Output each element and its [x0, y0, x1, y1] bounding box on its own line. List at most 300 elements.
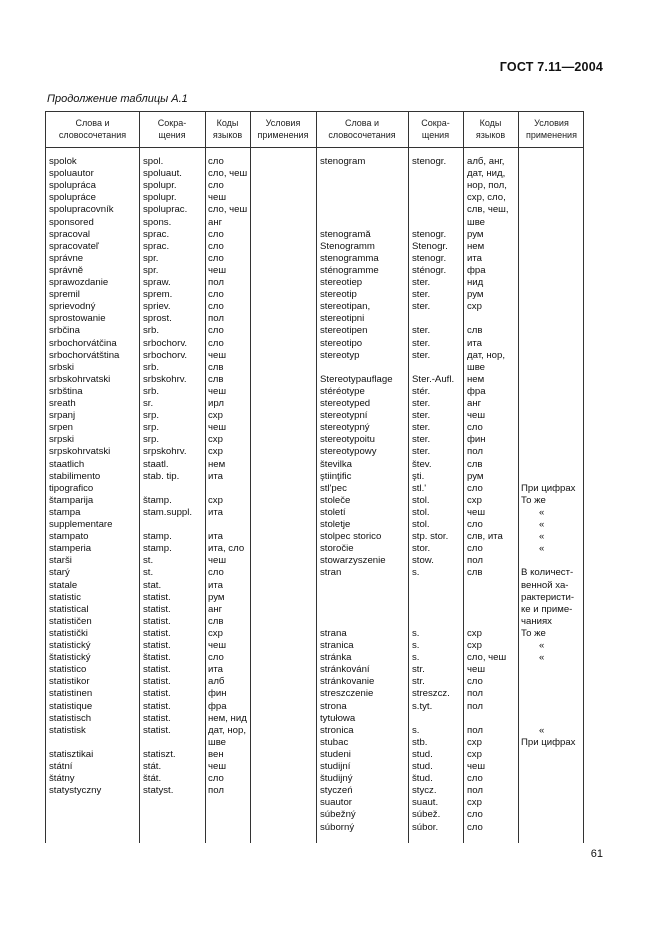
left-lang-code-cell: сло [208, 567, 224, 579]
left-lang-code-cell: нем, нид [208, 712, 247, 724]
right-lang-code-cell: рум [467, 470, 484, 482]
right-word-cell: stereotyp [320, 349, 360, 361]
left-abbr-cell: statist. [143, 640, 171, 651]
right-word-cell: studeni [320, 748, 351, 760]
right-word-cell: stereotyped [320, 398, 371, 409]
left-abbr-cell: statyst. [143, 785, 174, 797]
left-lang-code-cell: сло [208, 180, 224, 192]
right-abbr-cell: Ster.-Aufl. [412, 373, 455, 385]
left-abbr-cell: sprost. [143, 313, 172, 325]
left-word-cell: stamperia [49, 543, 92, 555]
left-abbr-cell: statist. [143, 700, 171, 712]
left-word-cell: spolok [49, 156, 77, 167]
left-word-cell: statistisk [49, 724, 86, 736]
right-lang-code-cell: ита [467, 337, 482, 349]
left-abbr-cell: štatist. [143, 652, 171, 664]
left-lang-code-cell: сло [208, 337, 224, 349]
right-condition-cell: « [539, 640, 545, 651]
header-conditions-right: Условия применения [526, 118, 577, 140]
left-word-cell: sprawozdanie [49, 277, 109, 288]
right-word-cell: stereotip [320, 289, 357, 301]
left-abbr-cell: statiszt. [143, 748, 176, 760]
left-lang-code-cell: схр [208, 494, 223, 506]
left-lang-code-cell: чеш [208, 422, 227, 434]
left-lang-code-cell: шве [208, 736, 227, 748]
right-lang-code-cell: схр, сло, [467, 192, 506, 204]
left-word-cell: statistisch [49, 712, 92, 724]
right-word-cell: stl'pec [320, 482, 347, 494]
left-word-cell: statystyczny [49, 785, 102, 797]
left-lang-code-cell: ита [208, 664, 223, 676]
left-abbr-cell: srp. [143, 410, 159, 422]
left-word-cell: srpanj [49, 410, 76, 422]
left-lang-code-cell: схр [208, 446, 223, 458]
left-word-cell: statistický [49, 640, 91, 651]
left-word-cell: srbština [49, 385, 83, 397]
left-lang-code-cell: сло, чеш [208, 168, 248, 180]
right-abbr-cell: stér. [412, 385, 431, 397]
left-abbr-cell: stamp. [143, 531, 172, 543]
left-lang-code-cell: ита [208, 531, 223, 543]
right-word-cell: stran [320, 567, 342, 579]
page-number: 61 [590, 848, 603, 860]
left-lang-code-cell: чеш [208, 192, 227, 204]
left-abbr-cell: srp. [143, 422, 159, 434]
column-divider [250, 112, 251, 843]
right-abbr-cell: ster. [412, 277, 431, 288]
right-condition-cell: « [539, 506, 545, 518]
right-abbr-cell: súbež. [412, 809, 441, 821]
right-lang-code-cell: сло [467, 821, 483, 833]
right-lang-code-cell: схр [467, 640, 482, 651]
right-lang-code-cell: фин [467, 434, 486, 446]
right-lang-code-cell: сло [467, 809, 483, 821]
left-word-cell: tipografico [49, 482, 94, 494]
left-word-cell: spolupráca [49, 180, 96, 192]
left-lang-code-cell: фин [208, 688, 227, 700]
right-lang-code-cell: чеш [467, 664, 486, 676]
left-abbr-cell: spr. [143, 252, 159, 264]
right-condition-cell: « [539, 652, 545, 664]
left-lang-code-cell: сло [208, 773, 224, 785]
right-abbr-cell: şti. [412, 470, 425, 482]
right-abbr-cell: str. [412, 664, 425, 676]
left-word-cell: spremil [49, 289, 80, 301]
right-lang-code-cell: нем [467, 240, 485, 252]
right-abbr-cell: stb. [412, 736, 428, 748]
left-lang-code-cell: ита [208, 579, 223, 591]
left-word-cell: spracovateľ [49, 240, 99, 252]
right-abbr-cell: s. [412, 567, 420, 579]
right-lang-code-cell: рум [467, 289, 484, 301]
right-word-cell: Stereotypauflage [320, 373, 393, 385]
left-abbr-cell: štát. [143, 773, 162, 785]
right-lang-code-cell: алб, анг, [467, 156, 505, 167]
left-word-cell: statistički [49, 627, 88, 639]
left-abbr-cell: stat. [143, 579, 162, 591]
right-lang-code-cell: схр [467, 627, 482, 639]
right-condition-cell: При цифрах [521, 482, 576, 494]
right-abbr-cell: stenogr. [412, 252, 447, 264]
left-abbr-cell: st. [143, 555, 154, 567]
right-lang-code-cell: сло [467, 543, 483, 555]
right-abbr-cell: sténogr. [412, 264, 447, 276]
right-word-cell: stereotypoitu [320, 434, 375, 446]
left-lang-code-cell: ирл [208, 398, 224, 409]
left-lang-code-cell: ита [208, 470, 223, 482]
left-abbr-cell: štamp. [143, 494, 172, 506]
right-abbr-cell: ster. [412, 446, 431, 458]
left-lang-code-cell: схр [208, 410, 223, 422]
left-abbr-cell: statist. [143, 591, 171, 603]
standard-code: ГОСТ 7.11—2004 [499, 60, 603, 74]
right-condition-cell: То же [521, 494, 546, 506]
left-word-cell: sponsored [49, 216, 94, 228]
left-word-cell: spolupráce [49, 192, 96, 204]
column-divider [316, 112, 317, 843]
left-abbr-cell: statist. [143, 627, 171, 639]
header-codes-left: Коды языков [212, 118, 243, 140]
right-lang-code-cell: дат, нид, [467, 168, 506, 180]
right-abbr-cell: súbor. [412, 821, 439, 833]
left-abbr-cell: stamp. [143, 543, 172, 555]
table-continuation-title: Продолжение таблицы А.1 [47, 93, 188, 105]
left-abbr-cell: sr. [143, 398, 154, 409]
left-abbr-cell: statist. [143, 688, 171, 700]
left-lang-code-cell: нем [208, 458, 226, 470]
left-word-cell: spracoval [49, 228, 91, 240]
left-lang-code-cell: вен [208, 748, 224, 760]
header-words-right: Слова и словосочетания [328, 118, 396, 140]
left-word-cell: statističen [49, 615, 92, 627]
right-abbr-cell: s. [412, 652, 420, 664]
right-abbr-cell: s. [412, 640, 420, 651]
header-codes-right: Коды языков [475, 118, 506, 140]
right-abbr-cell: s. [412, 724, 420, 736]
right-condition-cell: « [539, 531, 545, 543]
right-abbr-cell: stycz. [412, 785, 437, 797]
right-word-cell: stránkování [320, 664, 370, 676]
right-word-cell: stránkovanie [320, 676, 375, 688]
right-lang-code-cell: сло, чеш [467, 652, 507, 664]
left-word-cell: srpski [49, 434, 75, 446]
right-word-cell: študijný [320, 773, 353, 785]
left-word-cell: statale [49, 579, 78, 591]
right-condition-cell: « [539, 724, 545, 736]
right-lang-code-cell: шве [467, 361, 486, 373]
left-word-cell: srbskohrvatski [49, 373, 111, 385]
right-abbr-cell: Stenogr. [412, 240, 448, 252]
right-word-cell: stranica [320, 640, 354, 651]
right-lang-code-cell: ита [467, 252, 482, 264]
right-lang-code-cell: пол [467, 446, 483, 458]
left-lang-code-cell: анг [208, 603, 223, 615]
left-lang-code-cell: чеш [208, 761, 227, 772]
right-word-cell: strana [320, 627, 347, 639]
right-condition-cell: ке и приме- [521, 603, 573, 615]
right-abbr-cell: stol. [412, 519, 430, 530]
right-word-cell: stubac [320, 736, 349, 748]
right-abbr-cell: stow. [412, 555, 434, 567]
right-condition-cell: То же [521, 627, 546, 639]
header-abbr-right: Сокра- щения [421, 118, 450, 140]
right-lang-code-cell: сло [467, 422, 483, 434]
right-lang-code-cell: рум [467, 228, 484, 240]
right-lang-code-cell: анг [467, 398, 482, 409]
left-word-cell: státní [49, 761, 73, 772]
right-condition-cell: рактеристи- [521, 591, 575, 603]
left-abbr-cell: srb. [143, 325, 159, 337]
right-word-cell: Stenogramm [320, 240, 375, 252]
right-lang-code-cell: пол [467, 688, 483, 700]
right-word-cell: stenogram [320, 156, 366, 167]
right-abbr-cell: streszcz. [412, 688, 450, 700]
right-abbr-cell: štev. [412, 458, 432, 470]
right-condition-cell: « [539, 543, 545, 555]
left-word-cell: srbochorvátčina [49, 337, 117, 349]
right-abbr-cell: stor. [412, 543, 431, 555]
left-lang-code-cell: чеш [208, 349, 227, 361]
column-divider [463, 112, 464, 843]
right-lang-code-cell: схр [467, 797, 482, 809]
left-abbr-cell: srb. [143, 385, 159, 397]
left-lang-code-cell: пол [208, 277, 224, 288]
right-word-cell: stéréotype [320, 385, 365, 397]
left-abbr-cell: spoluaut. [143, 168, 182, 180]
left-abbr-cell: staatl. [143, 458, 169, 470]
right-lang-code-cell: пол [467, 724, 483, 736]
left-word-cell: stabilimento [49, 470, 101, 482]
left-abbr-cell: stát. [143, 761, 162, 772]
left-lang-code-cell: сло [208, 252, 224, 264]
right-word-cell: številka [320, 458, 352, 470]
right-abbr-cell: ster. [412, 337, 431, 349]
left-lang-code-cell: схр [208, 434, 223, 446]
left-lang-code-cell: ита, сло [208, 543, 245, 555]
left-abbr-cell: stab. tip. [143, 470, 180, 482]
left-abbr-cell: st. [143, 567, 154, 579]
left-lang-code-cell: алб [208, 676, 225, 688]
column-divider [408, 112, 409, 843]
right-lang-code-cell: чеш [467, 410, 486, 422]
right-abbr-cell: suaut. [412, 797, 439, 809]
right-lang-code-cell: чеш [467, 506, 486, 518]
left-abbr-cell: srb. [143, 361, 159, 373]
right-lang-code-cell: слв, чеш, [467, 204, 509, 216]
left-lang-code-cell: слв [208, 373, 224, 385]
right-condition-cell: В количест- [521, 567, 574, 579]
right-word-cell: tytułowa [320, 712, 356, 724]
left-word-cell: statistico [49, 664, 87, 676]
left-word-cell: štamparija [49, 494, 94, 506]
right-condition-cell: чаниях [521, 615, 552, 627]
right-condition-cell: « [539, 519, 545, 530]
left-word-cell: stampato [49, 531, 89, 543]
left-lang-code-cell: пол [208, 313, 224, 325]
abbreviations-table [45, 111, 584, 843]
right-abbr-cell: stud. [412, 748, 433, 760]
left-lang-code-cell: сло [208, 228, 224, 240]
left-abbr-cell: srp. [143, 434, 159, 446]
left-lang-code-cell: схр [208, 627, 223, 639]
right-word-cell: stereotipan, [320, 301, 371, 313]
left-lang-code-cell: сло, чеш [208, 204, 248, 216]
left-lang-code-cell: анг [208, 216, 223, 228]
right-word-cell: stereotypowy [320, 446, 377, 458]
right-abbr-cell: stp. stor. [412, 531, 449, 543]
right-word-cell: súborný [320, 821, 355, 833]
left-lang-code-cell: чеш [208, 264, 227, 276]
right-word-cell: studijní [320, 761, 351, 772]
right-lang-code-cell: сло [467, 676, 483, 688]
right-lang-code-cell: схр [467, 301, 482, 313]
right-word-cell: stenogramă [320, 228, 371, 240]
left-abbr-cell: spraw. [143, 277, 171, 288]
right-word-cell: stereotiep [320, 277, 363, 288]
left-word-cell: statistikor [49, 676, 90, 688]
right-word-cell: stereotipen [320, 325, 368, 337]
right-lang-code-cell: слв [467, 458, 483, 470]
right-word-cell: století [320, 506, 346, 518]
right-lang-code-cell: слв, ита [467, 531, 503, 543]
right-abbr-cell: ster. [412, 301, 431, 313]
left-word-cell: starý [49, 567, 70, 579]
left-word-cell: srpskohrvatski [49, 446, 111, 458]
left-lang-code-cell: слв [208, 615, 224, 627]
left-word-cell: statistical [49, 603, 89, 615]
right-word-cell: ştiinţific [320, 470, 352, 482]
left-abbr-cell: sprac. [143, 240, 170, 252]
left-abbr-cell: spoluprac. [143, 204, 188, 216]
left-lang-code-cell: чеш [208, 555, 227, 567]
left-word-cell: statistique [49, 700, 93, 712]
column-divider [205, 112, 206, 843]
left-abbr-cell: spolupr. [143, 192, 177, 204]
left-lang-code-cell: сло [208, 156, 224, 167]
right-abbr-cell: str. [412, 676, 425, 688]
left-word-cell: supplementare [49, 519, 113, 530]
right-lang-code-cell: фра [467, 264, 486, 276]
header-abbr-left: Сокра- щения [157, 118, 187, 140]
right-word-cell: styczeń [320, 785, 353, 797]
header-divider [46, 147, 583, 148]
left-word-cell: statisztikai [49, 748, 94, 760]
right-lang-code-cell: схр [467, 736, 482, 748]
right-word-cell: stoletje [320, 519, 351, 530]
left-abbr-cell: srbochorv. [143, 349, 188, 361]
left-abbr-cell: spriev. [143, 301, 171, 313]
right-word-cell: stereotipni [320, 313, 365, 325]
right-lang-code-cell: пол [467, 700, 483, 712]
right-lang-code-cell: схр [467, 494, 482, 506]
right-abbr-cell: ster. [412, 289, 431, 301]
right-abbr-cell: ster. [412, 410, 431, 422]
right-lang-code-cell: нид [467, 277, 484, 288]
left-abbr-cell: sprem. [143, 289, 173, 301]
left-lang-code-cell: дат, нор, [208, 724, 247, 736]
left-abbr-cell: spr. [143, 264, 159, 276]
right-abbr-cell: stol. [412, 494, 430, 506]
left-abbr-cell: srbskohrv. [143, 373, 187, 385]
left-lang-code-cell: рум [208, 591, 225, 603]
left-lang-code-cell: чеш [208, 640, 227, 651]
right-word-cell: strona [320, 700, 347, 712]
left-word-cell: štatistický [49, 652, 91, 664]
left-lang-code-cell: сло [208, 325, 224, 337]
left-abbr-cell: sprac. [143, 228, 170, 240]
right-word-cell: sténogramme [320, 264, 379, 276]
header-conditions-left: Условия применения [257, 118, 309, 140]
right-abbr-cell: s. [412, 627, 420, 639]
right-lang-code-cell: пол [467, 785, 483, 797]
right-lang-code-cell: шве [467, 216, 486, 228]
left-abbr-cell: spol. [143, 156, 164, 167]
left-lang-code-cell: сло [208, 240, 224, 252]
left-word-cell: srbski [49, 361, 75, 373]
right-abbr-cell: stol. [412, 506, 430, 518]
left-lang-code-cell: сло [208, 301, 224, 313]
left-abbr-cell: srbochorv. [143, 337, 188, 349]
column-divider [139, 112, 140, 843]
right-word-cell: stereotypní [320, 410, 368, 422]
right-word-cell: stowarzyszenie [320, 555, 386, 567]
left-word-cell: správně [49, 264, 84, 276]
right-word-cell: súbežný [320, 809, 356, 821]
right-abbr-cell: stenogr. [412, 228, 447, 240]
right-abbr-cell: ster. [412, 422, 431, 434]
left-abbr-cell: statist. [143, 676, 171, 688]
left-lang-code-cell: сло [208, 289, 224, 301]
right-word-cell: stronica [320, 724, 354, 736]
header-words-left: Слова и словосочетания [58, 118, 127, 140]
right-lang-code-cell: сло [467, 773, 483, 785]
left-abbr-cell: srpskohrv. [143, 446, 187, 458]
right-word-cell: stenogramma [320, 252, 379, 264]
right-abbr-cell: ster. [412, 434, 431, 446]
right-lang-code-cell: дат, нор, [467, 349, 506, 361]
right-abbr-cell: s.tyt. [412, 700, 433, 712]
left-word-cell: správne [49, 252, 84, 264]
right-lang-code-cell: фра [467, 385, 486, 397]
left-lang-code-cell: пол [208, 785, 224, 797]
right-word-cell: storočie [320, 543, 354, 555]
right-lang-code-cell: нор, пол, [467, 180, 507, 192]
right-lang-code-cell: нем [467, 373, 485, 385]
left-abbr-cell: statist. [143, 664, 171, 676]
left-lang-code-cell: слв [208, 361, 224, 373]
left-word-cell: spoluautor [49, 168, 94, 180]
right-abbr-cell: stud. [412, 761, 433, 772]
right-abbr-cell: stenogr. [412, 156, 447, 167]
column-divider [518, 112, 519, 843]
right-condition-cell: При цифрах [521, 736, 576, 748]
right-abbr-cell: stl.' [412, 482, 427, 494]
right-word-cell: streszczenie [320, 688, 374, 700]
left-word-cell: srpen [49, 422, 73, 434]
left-word-cell: štátny [49, 773, 75, 785]
left-abbr-cell: statist. [143, 712, 171, 724]
left-abbr-cell: statist. [143, 615, 171, 627]
left-abbr-cell: spolupr. [143, 180, 177, 192]
left-word-cell: spolupracovník [49, 204, 114, 216]
left-word-cell: srbochorvátština [49, 349, 120, 361]
left-word-cell: statistic [49, 591, 81, 603]
right-word-cell: stereotypný [320, 422, 370, 434]
left-abbr-cell: spons. [143, 216, 172, 228]
right-lang-code-cell: сло [467, 519, 483, 530]
left-lang-code-cell: сло [208, 652, 224, 664]
left-abbr-cell: stam.suppl. [143, 506, 193, 518]
